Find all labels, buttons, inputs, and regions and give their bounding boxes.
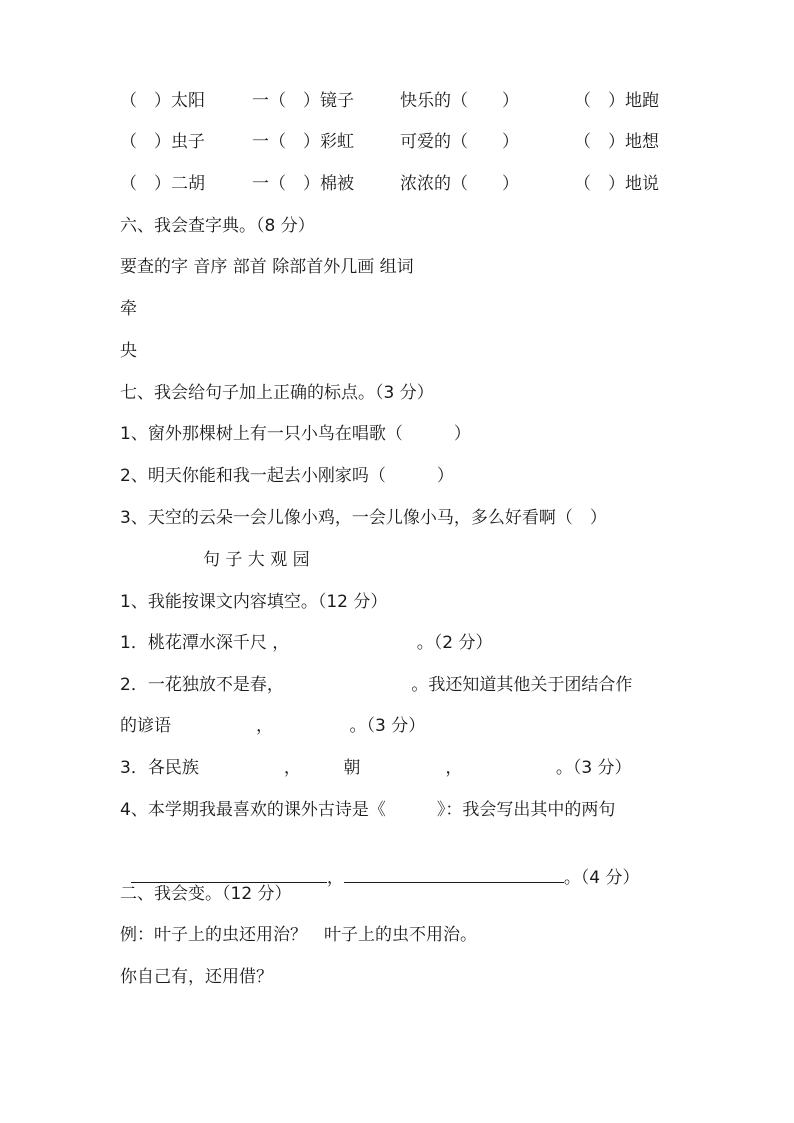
table-cell: 可爱的（ ）	[400, 132, 519, 152]
dictionary-table-header: 要查的字 音序 部首 除部首外几画 组词	[120, 257, 414, 277]
transform-example: 例：叶子上的虫还用治？ 叶子上的虫不用治。	[120, 925, 477, 945]
fill-in-item: 3．各民族 ， 朝 ， 。（3 分）	[120, 758, 632, 778]
fill-in-title: 1、我能按课文内容填空。（12 分）	[120, 592, 388, 612]
section-6-title: 六、我会查字典。（8 分）	[120, 216, 315, 236]
sentence-park-heading: 句 子 大 观 园	[203, 550, 310, 570]
table-cell: （ ）二胡	[120, 174, 205, 194]
answer-blank[interactable]	[344, 864, 564, 883]
table-cell: 浓浓的（ ）	[400, 174, 519, 194]
punctuation-item: 1、窗外那棵树上有一只小鸟在唱歌（ ）	[120, 424, 471, 444]
poem-answer-line	[120, 840, 640, 888]
section-2-title: 二、我会变。（12 分）	[120, 884, 292, 904]
table-cell: 一（ ）棉被	[252, 174, 354, 194]
answer-separator: ，	[326, 868, 344, 888]
table-cell: （ ）地说	[574, 174, 659, 194]
table-cell: 一（ ）镜子	[252, 91, 354, 111]
punctuation-item: 3、天空的云朵一会儿像小鸡，一会儿像小马，多么好看啊（ ）	[120, 508, 607, 528]
dictionary-char: 牵	[120, 299, 137, 319]
transform-question: 你自己有，还用借？	[120, 967, 273, 987]
fill-in-item: 2．一花独放不是春， 。我还知道其他关于团结合作	[120, 675, 633, 695]
answer-ending: 。（4 分）	[563, 868, 640, 888]
table-cell: 一（ ）彩虹	[252, 132, 354, 152]
table-cell: （ ）太阳	[120, 91, 205, 111]
dictionary-char: 央	[120, 341, 137, 361]
fill-in-item: 4、本学期我最喜欢的课外古诗是《 》：我会写出其中的两句	[120, 800, 616, 820]
section-7-title: 七、我会给句子加上正确的标点。（3 分）	[120, 383, 434, 403]
punctuation-item: 2、明天你能和我一起去小刚家吗（ ）	[120, 466, 454, 486]
fill-in-item: 的谚语 ， 。（3 分）	[120, 716, 426, 736]
answer-blank[interactable]	[131, 864, 327, 883]
table-cell: 快乐的（ ）	[400, 91, 519, 111]
table-cell: （ ）虫子	[120, 132, 205, 152]
fill-in-item: 1．桃花潭水深千尺 ， 。（2 分）	[120, 633, 493, 653]
table-cell: （ ）地想	[574, 132, 659, 152]
table-cell: （ ）地跑	[574, 91, 659, 111]
